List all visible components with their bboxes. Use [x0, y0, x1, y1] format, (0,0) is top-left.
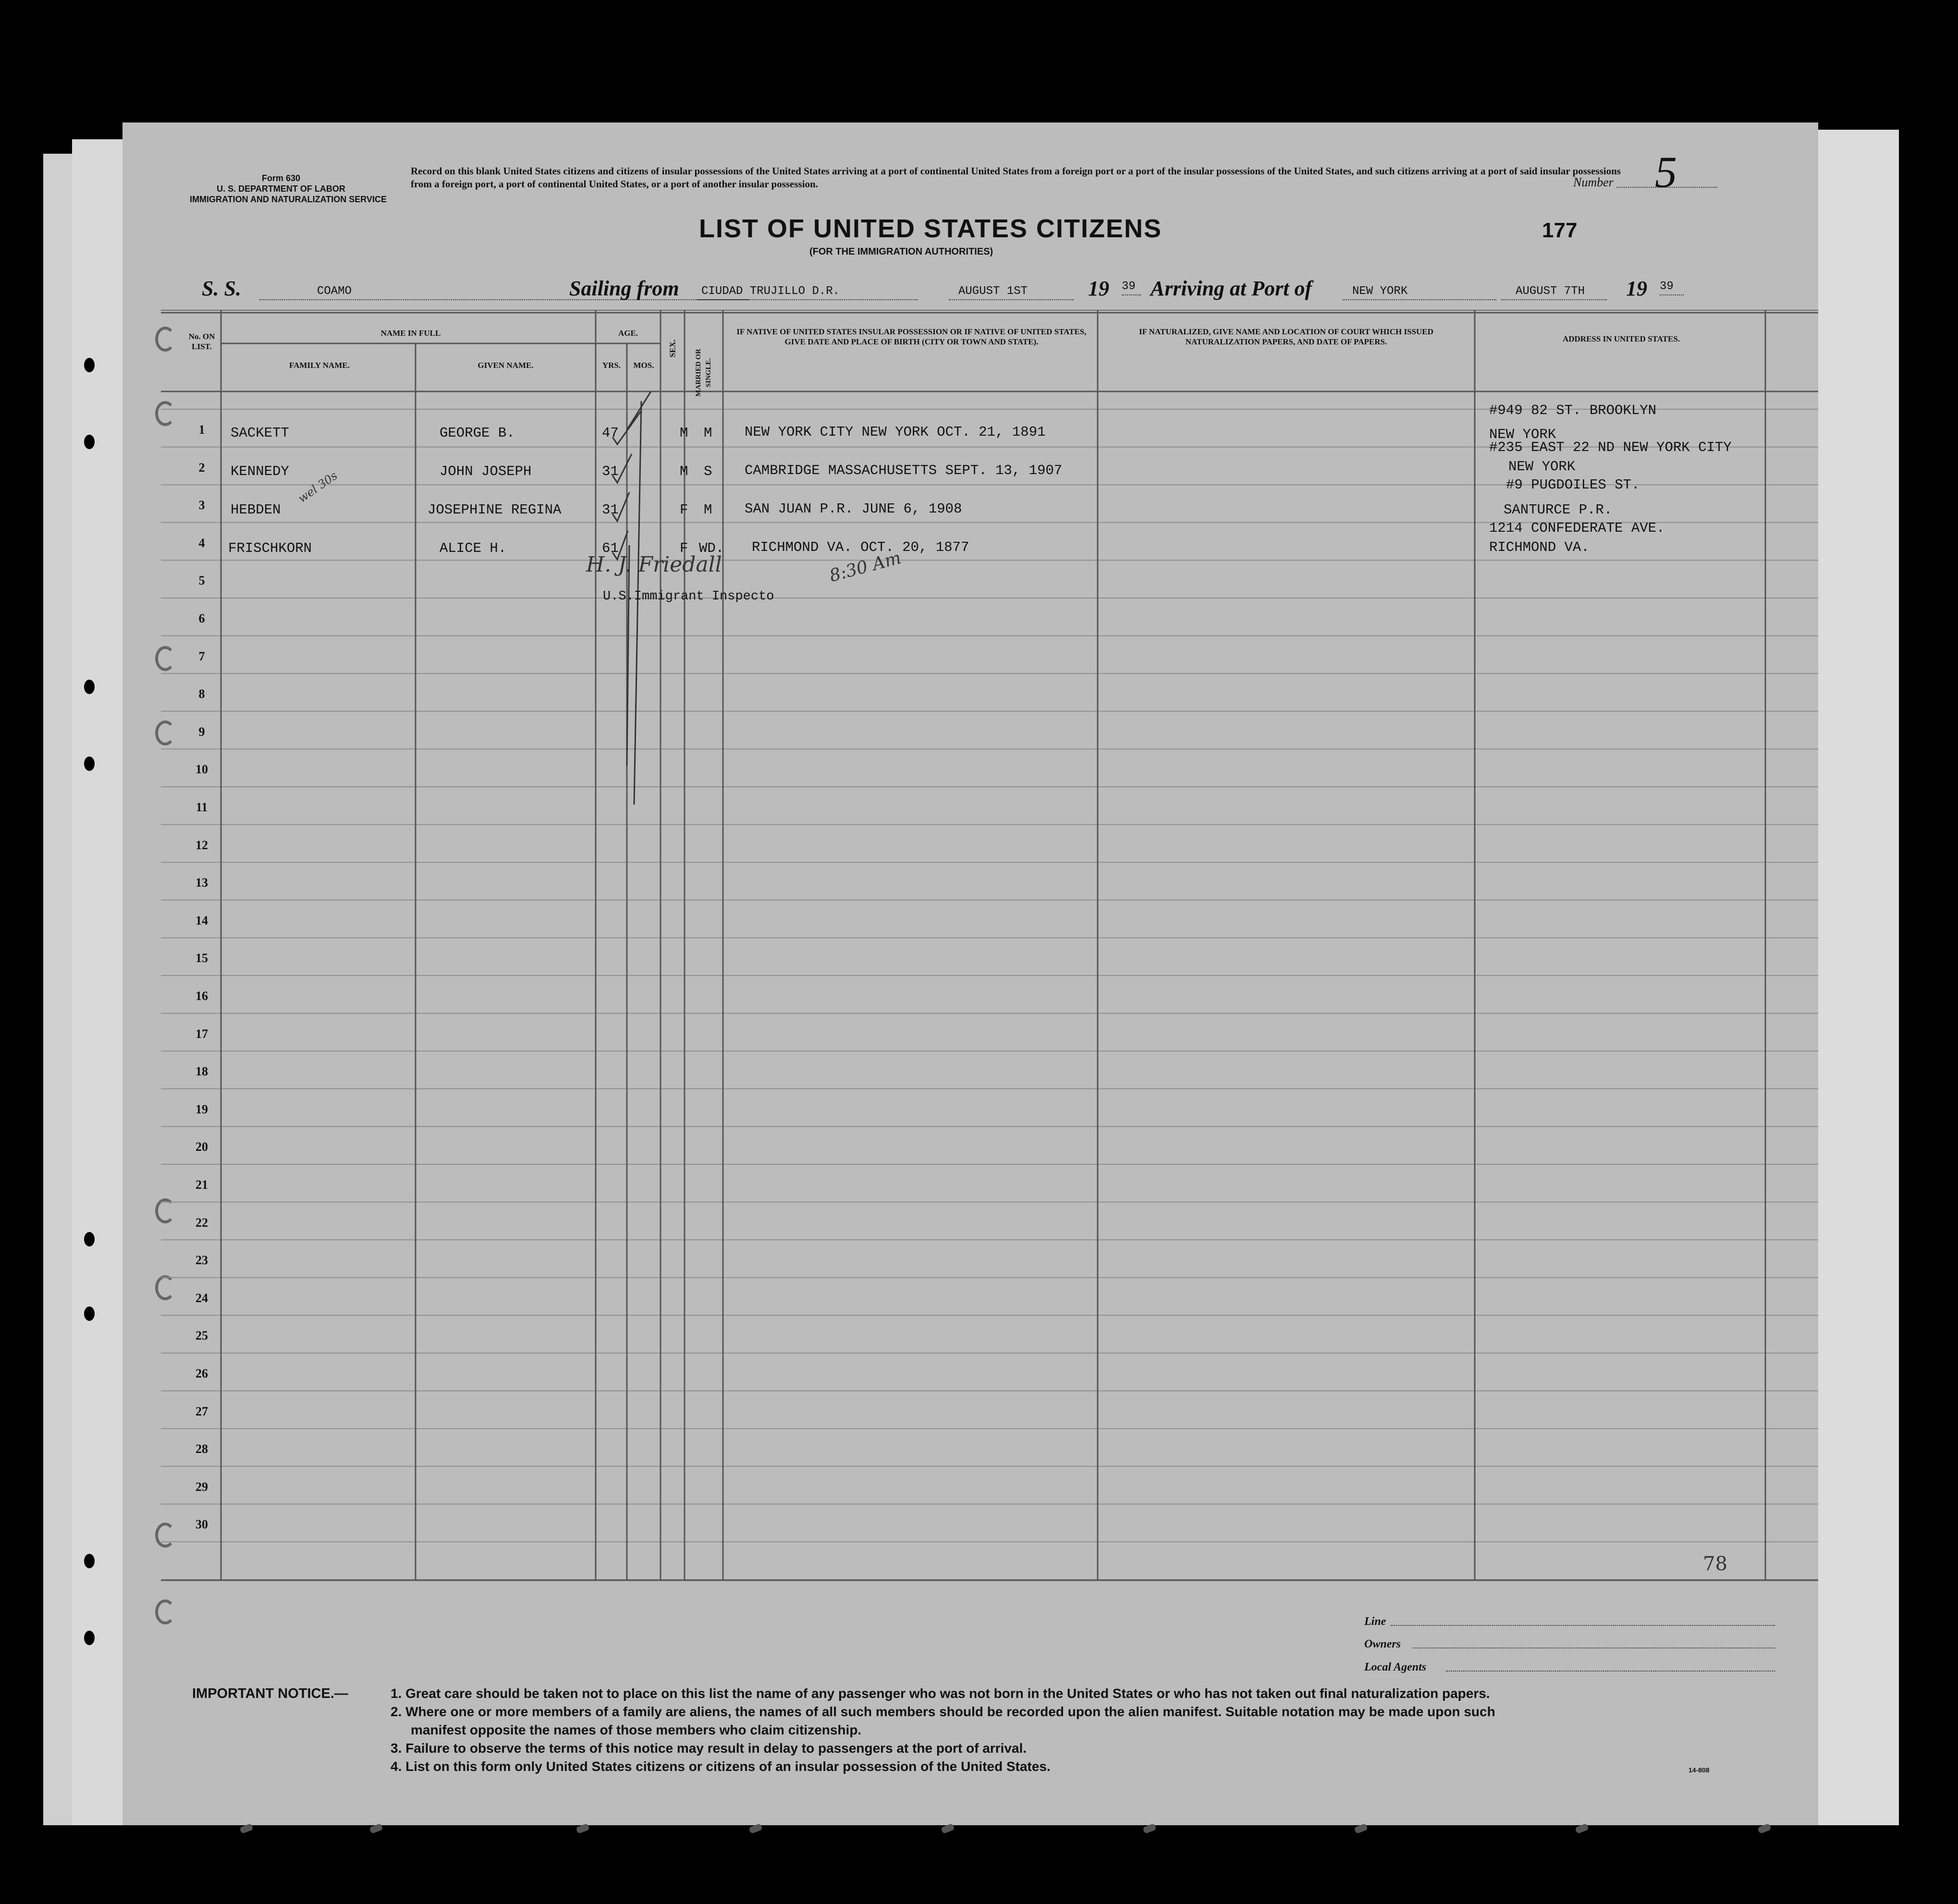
row-number: 14 [196, 913, 208, 928]
binder-ring [155, 1599, 175, 1624]
col-mos: MOS. [633, 361, 654, 370]
col-birth: IF NATIVE OF UNITED STATES INSULAR POSSESSION OR IF NATIVE OF UNITED STATES, GIVE DATE AND PLACE OF BIRTH (CITY OR TOWN AND STATE). [736, 327, 1087, 346]
row-number: 28 [196, 1442, 208, 1456]
sex-2: M [680, 464, 688, 479]
arriving-year: 39 [1660, 280, 1684, 295]
col-given-name: GIVEN NAME. [477, 361, 534, 370]
punch-hole [84, 757, 95, 771]
col-yrs: YRS. [602, 361, 621, 370]
family-name-1: SACKETT [231, 425, 289, 441]
marital-3: M [704, 502, 712, 518]
row-number: 30 [196, 1517, 208, 1532]
row-number: 22 [196, 1215, 208, 1230]
given-name-2: JOHN JOSEPH [440, 464, 532, 479]
list-number: 5 [1655, 147, 1677, 196]
family-name-4: FRISCHKORN [228, 540, 312, 556]
address-2a: #235 EAST 22 ND NEW YORK CITY [1489, 439, 1732, 455]
record-instructions: Record on this blank United States citizens and citizens of insular possessions of the United States arriving at a port of continental United States from a foreign port or a port of the insular possessions of the United States, and such citizens arriving at a port of said insular possessions from a foreign port, a port of continental United States, or a port of another insular possession. [411, 165, 1621, 190]
col-married: MARRIED OR SINGLE. [695, 349, 712, 397]
row-number: 20 [196, 1140, 208, 1154]
punch-hole [84, 1306, 95, 1321]
sex-1: M [680, 425, 688, 441]
address-1a: #949 82 ST. BROOKLYN [1489, 403, 1657, 418]
ship-name: COAMO [259, 285, 749, 300]
page-number: 177 [1542, 219, 1578, 242]
punch-hole [84, 1232, 95, 1246]
notice-2: 2. Where one or more members of a family are aliens, the names of all such members should be recorded upon the alien manifest. Suitable notation may be made upon such [391, 1704, 1495, 1719]
row-number: 21 [196, 1178, 208, 1192]
row-number: 29 [196, 1479, 208, 1494]
sailing-from-port: CIUDAD TRUJILLO D.R. [697, 285, 918, 300]
address-2b: NEW YORK [1508, 459, 1576, 475]
agents-label: Local Agents [1364, 1661, 1427, 1673]
notice-2-cont: manifest opposite the names of those members who claim citizenship. [411, 1722, 862, 1737]
age-2: 31 [602, 464, 619, 479]
sailing-date: AUGUST 1ST [949, 285, 1074, 300]
arriving-port: NEW YORK [1343, 285, 1496, 300]
notice-heading: IMPORTANT NOTICE.— [192, 1686, 348, 1701]
inspection-time: 8:30 Am [827, 548, 904, 586]
row-number: 11 [196, 800, 208, 814]
punch-hole [84, 435, 95, 449]
row-number: 9 [198, 724, 205, 739]
col-naturalized: IF NATURALIZED, GIVE NAME AND LOCATION OF COURT WHICH ISSUED NATURALIZATION PAPERS, AND DATE OF PAPERS. [1139, 327, 1433, 346]
row-number: 24 [196, 1291, 208, 1305]
punch-hole [84, 680, 95, 694]
underlying-page-right [1816, 130, 1899, 1825]
address-4a: 1214 CONFEDERATE AVE. [1489, 520, 1665, 536]
manifest-grid [122, 310, 1818, 1583]
number-label: Number [1573, 175, 1614, 189]
notice-3: 3. Failure to observe the terms of this notice may result in delay to passengers at the port of arrival. [391, 1741, 1027, 1756]
col-age: AGE. [618, 329, 638, 338]
row-number: 4 [198, 536, 205, 550]
arriving-label: Arriving at Port of [1150, 277, 1312, 300]
punch-hole [84, 358, 95, 372]
family-name-2: KENNEDY [231, 464, 289, 479]
form-identifier [190, 173, 387, 205]
owners-label: Owners [1364, 1638, 1401, 1650]
given-name-1: GEORGE B. [440, 425, 515, 441]
row-number: 6 [198, 611, 205, 625]
row-number: 27 [196, 1404, 208, 1418]
birth-3: SAN JUAN P.R. JUNE 6, 1908 [745, 501, 962, 517]
address-1b: NEW YORK [1489, 427, 1556, 442]
handwritten-note: wel 30s [295, 468, 340, 506]
col-address: ADDRESS IN UNITED STATES. [1562, 334, 1680, 343]
col-sex: SEX. [668, 339, 677, 358]
row-number: 17 [196, 1026, 208, 1041]
row-number: 23 [196, 1253, 208, 1268]
age-1: 47 [602, 425, 619, 441]
ss-label: S. S. [202, 277, 241, 300]
address-3b: SANTURCE P.R. [1504, 502, 1613, 518]
row-number: 18 [196, 1064, 208, 1079]
row-number: 10 [196, 762, 208, 777]
row-number: 19 [196, 1102, 208, 1116]
address-3a: #9 PUGDOILES ST. [1506, 477, 1640, 493]
check-marks [598, 372, 694, 805]
row-number: 5 [198, 574, 205, 588]
form-number: Form 630 [261, 173, 301, 183]
page-subtitle: (FOR THE IMMIGRATION AUTHORITIES) [809, 246, 993, 257]
birth-1: NEW YORK CITY NEW YORK OCT. 21, 1891 [745, 424, 1046, 440]
age-3: 31 [602, 502, 619, 518]
row-number: 8 [198, 687, 205, 701]
arriving-date: AUGUST 7TH [1501, 285, 1607, 300]
family-name-3: HEBDEN [231, 502, 281, 518]
page-title: LIST OF UNITED STATES CITIZENS [699, 214, 1162, 243]
notice-1: 1. Great care should be taken not to place on this list the name of any passenger who was not born in the United States or who has not taken out final naturalization papers. [391, 1686, 1490, 1701]
row-number: 7 [198, 649, 205, 663]
row-number: 15 [196, 951, 208, 965]
page-tally: 78 [1703, 1553, 1727, 1575]
row-number: 16 [196, 989, 208, 1003]
marital-2: S [704, 464, 712, 479]
sex-3: F [680, 502, 688, 518]
department: U. S. DEPARTMENT OF LABOR [217, 184, 345, 194]
agents-field [1446, 1671, 1775, 1672]
given-name-4: ALICE H. [440, 540, 507, 556]
form-code: 14-808 [1689, 1766, 1710, 1774]
row-number: 13 [196, 876, 208, 890]
inspector-label: U.S.Immigrant Inspecto [603, 589, 774, 604]
sailing-year: 39 [1122, 280, 1141, 295]
sailing-from-label: Sailing from [569, 277, 679, 300]
address-4b: RICHMOND VA. [1489, 539, 1590, 555]
manifest-sheet [122, 122, 1818, 1825]
col-no: No. ON LIST. [188, 332, 215, 351]
row-number: 26 [196, 1367, 208, 1380]
row-number: 25 [196, 1329, 208, 1343]
col-name-in-full: NAME IN FULL [380, 329, 441, 338]
punch-hole [84, 1554, 95, 1568]
marital-4: WD. [699, 540, 724, 556]
sailing-year-prefix: 19 [1088, 277, 1109, 300]
row-number: 3 [198, 498, 205, 513]
birth-2: CAMBRIDGE MASSACHUSETTS SEPT. 13, 1907 [745, 463, 1063, 478]
service: IMMIGRATION AND NATURALIZATION SERVICE [190, 195, 387, 204]
inspector-signature: H. J. Friedall [586, 552, 722, 577]
notice-4: 4. List on this form only United States citizens or citizens of an insular possession of the United States. [391, 1759, 1051, 1774]
line-label: Line [1364, 1615, 1386, 1628]
age-4: 61 [602, 540, 619, 556]
punch-hole [84, 1631, 95, 1645]
birth-4: RICHMOND VA. OCT. 20, 1877 [752, 539, 969, 555]
given-name-3: JOSEPHINE REGINA [428, 502, 562, 518]
marital-1: M [704, 425, 712, 441]
row-number: 2 [198, 460, 205, 475]
line-field [1391, 1625, 1775, 1626]
arriving-year-prefix: 19 [1626, 277, 1647, 300]
sex-4: F [680, 540, 688, 556]
row-number: 12 [196, 838, 208, 852]
row-number: 1 [198, 423, 205, 437]
col-family-name: FAMILY NAME. [289, 361, 350, 370]
